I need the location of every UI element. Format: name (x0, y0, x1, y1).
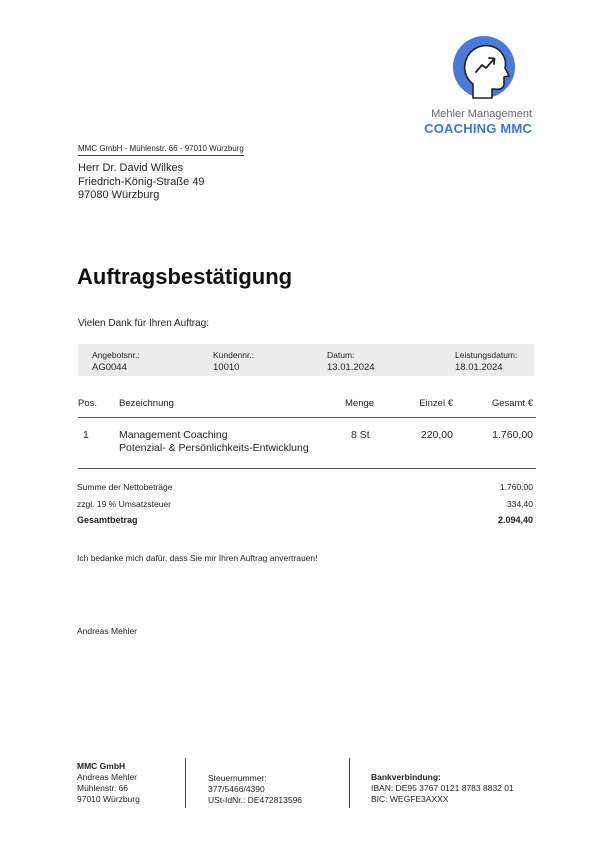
tax-value: 334,40 (507, 499, 533, 509)
tax-label: zzgl. 19 % Umsatzsteuer (77, 499, 172, 509)
recipient-street: Friedrich-König-Straße 49 (78, 175, 205, 188)
column-header-pos: Pos. (78, 398, 98, 409)
head-with-growth-arrow-icon (455, 38, 515, 100)
footer-tax-number: 377/5466/4390 (208, 784, 265, 794)
footer-company-name: MMC GmbH (77, 761, 126, 771)
logo-name: COACHING MMC (424, 121, 532, 136)
row-quantity: 8 St (351, 429, 370, 441)
thanks-text: Ich bedanke mich dafür, dass Sie mir Ihren Auftrag anvertrauen! (77, 553, 318, 563)
intro-text: Vielen Dank für Ihren Auftrag: (78, 318, 210, 329)
footer-divider-2 (349, 758, 350, 808)
row-position: 1 (83, 429, 89, 441)
net-sum-label: Summe der Nettobeträge (77, 482, 173, 492)
row-unit-price: 220,00 (420, 429, 453, 441)
column-header-quantity: Menge (345, 398, 375, 409)
recipient-address (78, 162, 205, 203)
gross-total-value: 2.094,40 (497, 515, 533, 525)
footer-iban: IBAN: DE95 3767 0121 8783 8832 01 (371, 783, 514, 793)
customer-number-value: 10010 (213, 362, 240, 373)
footer-company (77, 761, 140, 805)
logo-subtitle: Mehler Management (431, 108, 532, 120)
net-sum-value: 1.760,00 (499, 482, 533, 492)
footer-street: Mühlenstr. 66 (77, 783, 129, 793)
footer-divider-1 (185, 758, 186, 808)
offer-number-value: AG0044 (92, 362, 127, 373)
footer-city: 97010 Würzburg (77, 794, 140, 804)
date-label: Datum: (327, 350, 355, 360)
recipient-name: Herr Dr. David Wilkes (78, 162, 184, 174)
footer-person: Andreas Mehler (77, 772, 138, 782)
footer-tax-info (208, 773, 302, 806)
offer-number-label: Angebotsnr.: (92, 350, 140, 360)
document-title: Auftragsbestätigung (77, 264, 293, 289)
row-total: 1.760,00 (492, 429, 533, 441)
recipient-city: 97080 Würzburg (78, 189, 160, 201)
column-header-unit-price: Einzel € (419, 398, 453, 409)
service-date-label: Leistungsdatum: (455, 350, 518, 360)
row-description: Management Coaching (119, 429, 228, 441)
column-header-description: Bezeichnung (119, 398, 174, 409)
footer-bank-info (371, 772, 514, 805)
column-header-total: Gesamt € (491, 398, 533, 409)
date-value: 13.01.2024 (327, 362, 375, 373)
table-body-divider (78, 468, 536, 469)
table-header-divider (78, 417, 536, 418)
gross-total-label: Gesamtbetrag (77, 515, 138, 525)
service-date-value: 18.01.2024 (455, 362, 503, 373)
footer-vat-id: USt-IdNr.: DE472813596 (208, 795, 303, 805)
row-description-detail: Potenzial- & Persönlichkeits-Entwicklung (119, 442, 309, 454)
sender-address-line: MMC GmbH - Mühlenstr. 66 - 97010 Würzburg (78, 144, 244, 156)
footer-bank-label: Bankverbindung: (371, 772, 441, 782)
footer-tax-number-label: Steuernummer: (208, 773, 267, 783)
signer-name: Andreas Mehler (77, 626, 138, 636)
customer-number-label: Kundennr.: (213, 350, 255, 360)
footer-bic: BIC: WEGFE3AXXX (371, 794, 449, 804)
